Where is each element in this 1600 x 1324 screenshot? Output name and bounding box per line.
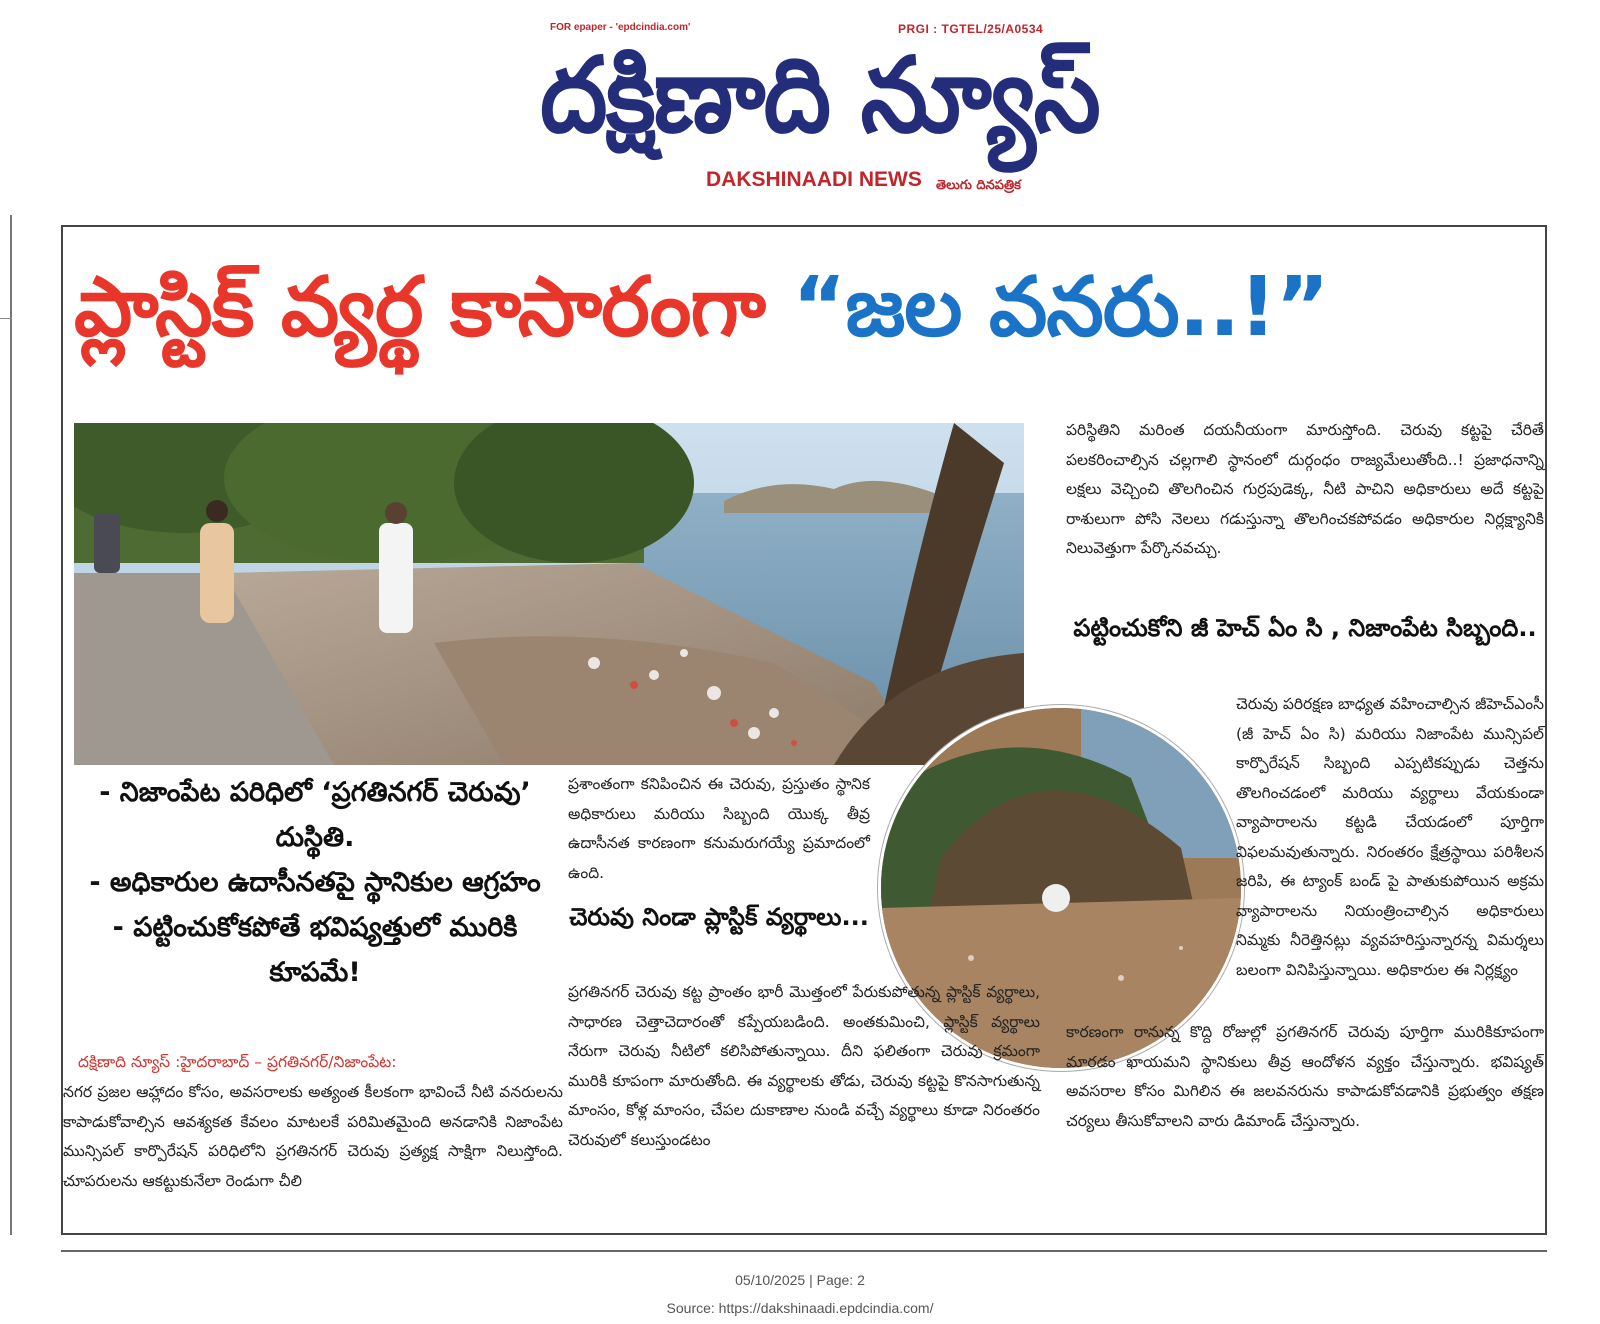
footer-source: Source: https://dakshinaadi.epdcindia.com/ [666, 1300, 934, 1316]
article-body-middle-top: ప్రశాంతంగా కనిపించిన ఈ చెరువు, ప్రస్తుతం స్థానిక అధికారులు మరియు సిబ్బంది యొక్క తీవ్ర ఉదాసీనత కారణంగా కనుమరుగయ్యే ప్రమాదంలో ఉంది. [568, 775, 870, 882]
footer-date-page: 05/10/2025 | Page: 2 [735, 1272, 865, 1288]
article-bottom-rule [61, 1250, 1547, 1252]
middle-subheading: చెరువు నిండా ప్లాస్టిక్ వ్యర్థాలు... [569, 903, 869, 931]
bullet-item: - పట్టించుకోకపోతే భవిష్యత్తులో మురికి కూపమే! [112, 912, 518, 988]
article-headline [74, 248, 1328, 368]
page-left-tick [0, 318, 12, 319]
prgi-number: PRGI : TGTEL/25/A0534 [898, 22, 1044, 36]
article-body-right-2: కారణంగా రానున్న కొద్ది రోజుల్లో ప్రగతినగర్ చెరువు పూర్తిగా మురికికూపంగా మారడం ఖాయమని స్థానికులు తీవ్ర ఆందోళన వ్యక్తం చేస్తున్నారు. భవిష్యత్ అవసరాల కోసం మిగిలిన ఈ జలవనరును కాపాడుకోవడానికి ప్రభుత్వం తక్షణ చర్యలు తీసుకోవాలని వారు డిమాండ్ చేస్తున్నారు. [1066, 1023, 1544, 1130]
lake-photo [74, 423, 1024, 765]
page-left-rule [10, 215, 12, 1235]
right-subheading: పట్టించుకోని జీ హెచ్ ఏం సి , నిజాంపేట సిబ్బంది.. [1073, 614, 1537, 642]
article-body-right-top: పరిస్థితిని మరింత దయనీయంగా మారుస్తోంది. చెరువు కట్టపై చేరితే పలకరించాల్సిన చల్లగాలి స్థానంలో దుర్గంధం రాజ్యమేలుతోంది..! ప్రజాధనాన్ని లక్షలు వెచ్చించి తొలగించిన గుర్రపుడెక్క, నీటి పాచిని అధికారులు అదే కట్టపై రాశులుగా పోసి నెలలు గడుస్తున్నా తొలగించకపోవడం అధికారుల నిర్లక్ష్యానికి నిలువెత్తుగా పేర్కొనవచ్చు. [1066, 421, 1544, 557]
headline-main: ప్లాస్టిక్ వ్యర్థ కాసారంగా [74, 260, 793, 355]
masthead-english-name: DAKSHINAADI NEWS [706, 168, 922, 191]
bullet-item: - నిజాంపేట పరిధిలో ‘ప్రగతినగర్ చెరువు’ దుస్థితి. [99, 777, 531, 853]
article-body-left: నగర ప్రజల ఆహ్లాదం కోసం, అవసరాలకు అత్యంత కీలకంగా భావించే నీటి వనరులను కాపాడుకోవాల్సిన ఆవశ్యకత కేవలం మాటలకే పరిమితమైంది అనడానికి నిజాంపేట మున్సిపల్ కార్పొరేషన్ పరిధిలోని ప్రగతినగర్ చెరువు ప్రత్యక్ష సాక్షిగా నిలుస్తోంది. చూపరులను ఆకట్టుకునేలా రెండుగా చీలి [63, 1083, 563, 1190]
highlight-bullets [70, 770, 560, 995]
masthead-tagline: తెలుగు దినపత్రిక [936, 178, 1021, 193]
bullet-item: - అధికారుల ఉదాసీనతపై స్థానికుల ఆగ్రహం [89, 867, 541, 898]
article-body-right-1: చెరువు పరిరక్షణ బాధ్యత వహించాల్సిన జీహెచ్ఎంసీ (జీ హెచ్ ఏం సి) మరియు నిజాంపేట మున్సిపల్ కార్పొరేషన్ సిబ్బంది ఎప్పటికప్పుడు చెత్తను తొలగించడంలో మరియు వ్యర్థాలు వేయకుండా వ్యాపారాలను కట్టడి చేయడంలో పూర్తిగా విఫలమవుతున్నారు. నిరంతరం క్షేత్రస్థాయి పరిశీలన జరిపి, ఈ ట్యాంక్ బండ్ పై పాతుకుపోయిన అక్రమ వ్యాపారాలను నియంత్రించాల్సిన అధికారులు నిమ్మకు నీరెత్తినట్లు వ్యవహరిస్తున్నారన్న విమర్శలు బలంగా వినిపిస్తున్నాయి. అధికారుల ఈ నిర్లక్ష్యం [1236, 695, 1544, 979]
masthead-logo-title: దక్షిణాది న్యూస్ [540, 34, 1100, 156]
headline-quote: “జల వనరు..!” [792, 260, 1329, 355]
epaper-note: FOR epaper - 'epdcindia.com' [550, 22, 691, 33]
article-body-middle: ప్రగతినగర్ చెరువు కట్ట ప్రాంతం భారీ మొత్తంలో పేరుకుపోతున్న ప్లాస్టిక్ వ్యర్థాలు, సాధారణ చెత్తాచెదారంతో కప్పేయబడింది. అంతకుమించి, ప్లాస్టిక్ వ్యర్థాలు నేరుగా చెరువు నీటిలో కలిసిపోతున్నాయి. దీని ఫలితంగా చెరువు క్రమంగా మురికి కూపంగా మారుతోంది. ఈ వ్యర్థాలకు తోడు, చెరువు కట్టపై కొనసాగుతున్న మాంసం, కోళ్ల మాంసం, చేపల దుకాణాల నుండి వచ్చే వ్యర్థాలు కూడా నిరంతరం చెరువులో కలుస్తుండటం [568, 983, 1040, 1149]
dateline: దక్షిణాది న్యూస్ :హైదరాబాద్ – ప్రగతినగర్/నిజాంపేట: [78, 1053, 397, 1071]
